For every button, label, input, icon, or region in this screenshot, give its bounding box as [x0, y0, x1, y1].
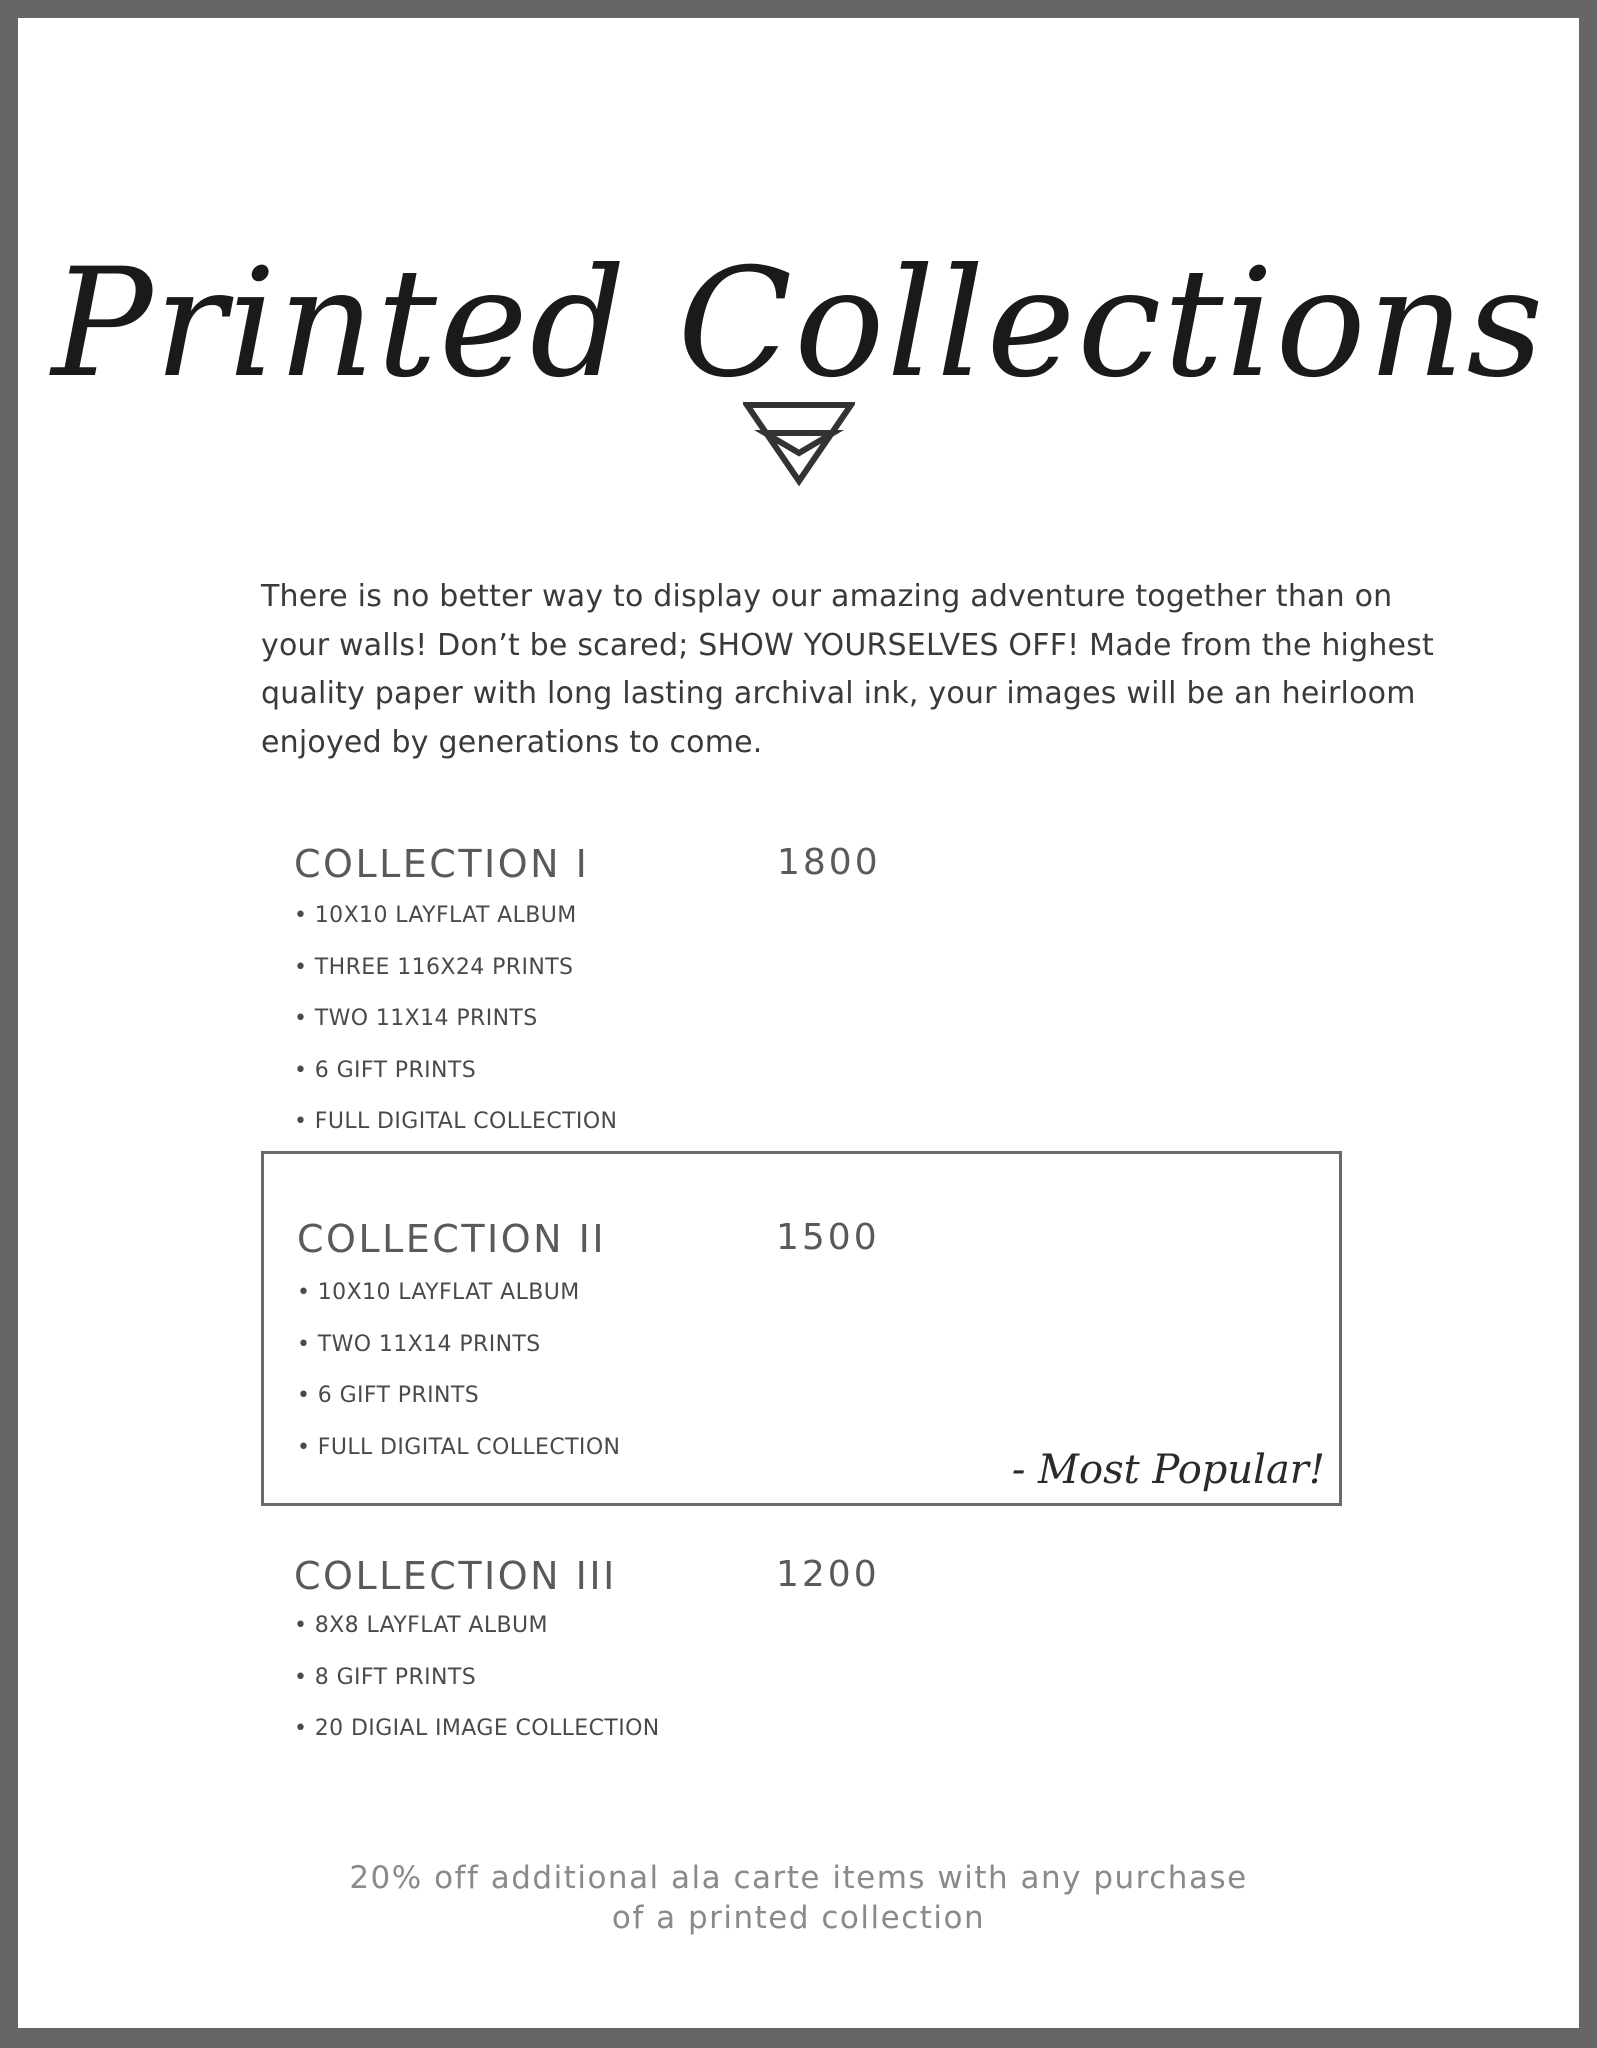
intro-paragraph: There is no better way to display our amazing adventure together than on your walls! Don’t be scared; SHOW YOURSELVES OFF! Made from the highest quality paper with long lasting archival ink, your images will be an heirloom enjoyed by generations to come.: [261, 579, 1434, 760]
collection-name: COLLECTION I: [294, 842, 590, 886]
list-item: • TWO 11X14 PRINTS: [297, 1334, 620, 1386]
list-item: • FULL DIGITAL COLLECTION: [297, 1437, 620, 1489]
list-item: • FULL DIGITAL COLLECTION: [294, 1111, 617, 1163]
list-item: • TWO 11X14 PRINTS: [294, 1008, 617, 1060]
list-item: • 10X10 LAYFLAT ALBUM: [294, 905, 617, 957]
page: [18, 18, 1579, 2028]
list-item: • THREE 116X24 PRINTS: [294, 957, 617, 1009]
collection-items: [294, 905, 617, 1163]
collection-items: [297, 1282, 620, 1488]
collection-name: COLLECTION III: [294, 1554, 617, 1598]
page-title: Printed Collections: [51, 236, 1546, 411]
list-item: • 8 GIFT PRINTS: [294, 1667, 660, 1719]
collection-price: 1500: [776, 1217, 880, 1258]
collection-name: COLLECTION II: [297, 1217, 607, 1261]
list-item: • 10X10 LAYFLAT ALBUM: [297, 1282, 620, 1334]
collection-price: 1800: [777, 842, 881, 883]
list-item: • 6 GIFT PRINTS: [297, 1385, 620, 1437]
list-item: • 20 DIGIAL IMAGE COLLECTION: [294, 1718, 660, 1770]
footer-line-1: 20% off additional ala carte items with any purchase: [349, 1860, 1248, 1896]
footer-line-2: of a printed collection: [611, 1900, 986, 1936]
most-popular-tag: - Most Popular!: [1011, 1447, 1325, 1493]
collection-items: [294, 1615, 660, 1770]
list-item: • 8X8 LAYFLAT ALBUM: [294, 1615, 660, 1667]
footer-note: [18, 1858, 1579, 1938]
collection-price: 1200: [776, 1554, 880, 1595]
double-triangle-down-icon: [743, 401, 855, 487]
list-item: • 6 GIFT PRINTS: [294, 1060, 617, 1112]
